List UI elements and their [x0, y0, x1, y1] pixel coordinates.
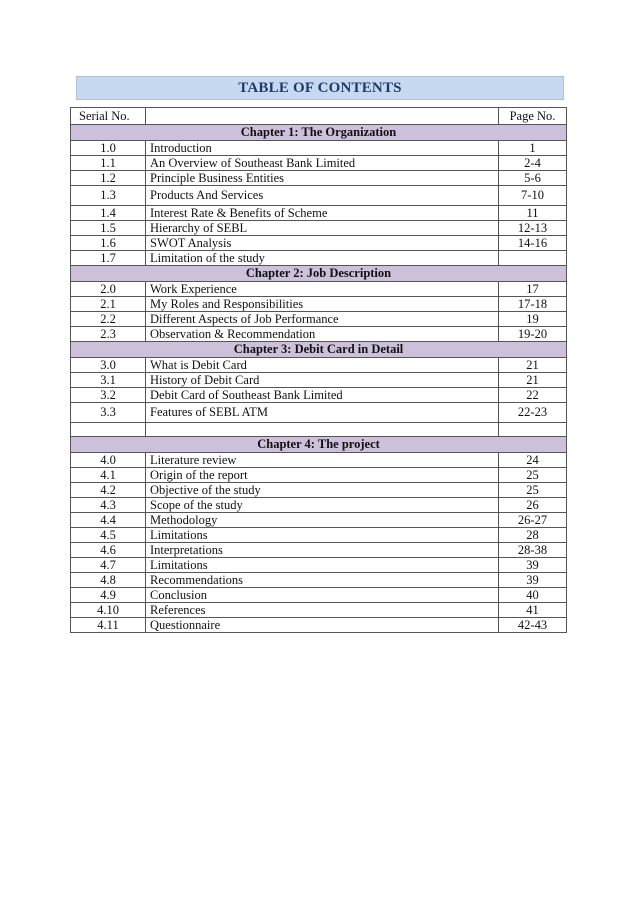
toc-row — [71, 251, 567, 266]
serial-number: 1.4 — [71, 206, 146, 221]
serial-number: 4.8 — [71, 573, 146, 588]
topic-title: Recommendations — [146, 573, 499, 588]
serial-number: 3.2 — [71, 388, 146, 403]
serial-number: 4.6 — [71, 543, 146, 558]
page-number: 22-23 — [499, 403, 567, 423]
topic-title: Hierarchy of SEBL — [146, 221, 499, 236]
serial-number: 4.2 — [71, 483, 146, 498]
page-number: 24 — [499, 453, 567, 468]
page-number: 7-10 — [499, 186, 567, 206]
serial-number: 4.10 — [71, 603, 146, 618]
chapter-heading-row — [71, 342, 567, 358]
chapter-heading: Chapter 2: Job Description — [71, 266, 567, 282]
toc-row — [71, 483, 567, 498]
spacer-cell — [71, 423, 146, 437]
topic-title: Conclusion — [146, 588, 499, 603]
chapter-heading-row — [71, 266, 567, 282]
chapter-heading: Chapter 3: Debit Card in Detail — [71, 342, 567, 358]
page-number: 40 — [499, 588, 567, 603]
toc-row — [71, 171, 567, 186]
topic-title: SWOT Analysis — [146, 236, 499, 251]
toc-row — [71, 528, 567, 543]
page-number: 2-4 — [499, 156, 567, 171]
page-number: 25 — [499, 483, 567, 498]
toc-row — [71, 282, 567, 297]
toc-table — [70, 107, 567, 633]
topic-title: Questionnaire — [146, 618, 499, 633]
toc-title: TABLE OF CONTENTS — [76, 76, 564, 100]
topic-title: An Overview of Southeast Bank Limited — [146, 156, 499, 171]
serial-number: 1.5 — [71, 221, 146, 236]
toc-row — [71, 186, 567, 206]
serial-number: 4.1 — [71, 468, 146, 483]
toc-row — [71, 221, 567, 236]
spacer-row — [71, 423, 567, 437]
toc-row — [71, 558, 567, 573]
serial-header: Serial No. — [71, 108, 146, 125]
serial-number: 4.9 — [71, 588, 146, 603]
page-number: 26-27 — [499, 513, 567, 528]
topic-title: What is Debit Card — [146, 358, 499, 373]
page-number: 11 — [499, 206, 567, 221]
toc-row — [71, 453, 567, 468]
topic-title: History of Debit Card — [146, 373, 499, 388]
topic-title: Origin of the report — [146, 468, 499, 483]
page-number: 25 — [499, 468, 567, 483]
toc-row — [71, 388, 567, 403]
page-number: 17 — [499, 282, 567, 297]
topic-title: Limitations — [146, 558, 499, 573]
page-number: 21 — [499, 373, 567, 388]
toc-row — [71, 498, 567, 513]
chapter-heading-row — [71, 125, 567, 141]
toc-row — [71, 543, 567, 558]
toc-row — [71, 403, 567, 423]
topic-title: Interest Rate & Benefits of Scheme — [146, 206, 499, 221]
serial-number: 1.0 — [71, 141, 146, 156]
topic-title: Observation & Recommendation — [146, 327, 499, 342]
serial-number: 1.3 — [71, 186, 146, 206]
page-number: 21 — [499, 358, 567, 373]
page-number: 28-38 — [499, 543, 567, 558]
topic-title: My Roles and Responsibilities — [146, 297, 499, 312]
serial-number: 2.2 — [71, 312, 146, 327]
serial-number: 3.3 — [71, 403, 146, 423]
serial-number: 2.3 — [71, 327, 146, 342]
topic-title: Work Experience — [146, 282, 499, 297]
topic-title: Features of SEBL ATM — [146, 403, 499, 423]
topic-title: Scope of the study — [146, 498, 499, 513]
topic-title: Different Aspects of Job Performance — [146, 312, 499, 327]
page-number: 19-20 — [499, 327, 567, 342]
page-number: 1 — [499, 141, 567, 156]
serial-number: 4.11 — [71, 618, 146, 633]
serial-number: 3.1 — [71, 373, 146, 388]
page-number: 39 — [499, 558, 567, 573]
chapter-heading: Chapter 4: The project — [71, 437, 567, 453]
toc-row — [71, 206, 567, 221]
spacer-cell — [146, 423, 499, 437]
toc-row — [71, 603, 567, 618]
page-number: 5-6 — [499, 171, 567, 186]
toc-body — [71, 108, 567, 633]
serial-number: 3.0 — [71, 358, 146, 373]
topic-title: Debit Card of Southeast Bank Limited — [146, 388, 499, 403]
topic-title: Limitations — [146, 528, 499, 543]
page-number: 19 — [499, 312, 567, 327]
chapter-heading: Chapter 1: The Organization — [71, 125, 567, 141]
toc-row — [71, 312, 567, 327]
toc-row — [71, 141, 567, 156]
serial-number: 2.1 — [71, 297, 146, 312]
page-number: 14-16 — [499, 236, 567, 251]
topic-title: Principle Business Entities — [146, 171, 499, 186]
topic-title: Products And Services — [146, 186, 499, 206]
page-number: 22 — [499, 388, 567, 403]
page-number: 42-43 — [499, 618, 567, 633]
serial-number: 4.5 — [71, 528, 146, 543]
topic-header — [146, 108, 499, 125]
page-number: 39 — [499, 573, 567, 588]
toc-row — [71, 236, 567, 251]
toc-row — [71, 618, 567, 633]
toc-row — [71, 588, 567, 603]
toc-row — [71, 156, 567, 171]
topic-title: Literature review — [146, 453, 499, 468]
topic-title: Objective of the study — [146, 483, 499, 498]
page-header: Page No. — [499, 108, 567, 125]
page-number: 26 — [499, 498, 567, 513]
page-number: 28 — [499, 528, 567, 543]
topic-title: Introduction — [146, 141, 499, 156]
serial-number: 1.6 — [71, 236, 146, 251]
spacer-cell — [499, 423, 567, 437]
page-number: 41 — [499, 603, 567, 618]
toc-row — [71, 468, 567, 483]
page-number: 17-18 — [499, 297, 567, 312]
serial-number: 2.0 — [71, 282, 146, 297]
serial-number: 1.7 — [71, 251, 146, 266]
toc-header-row — [71, 108, 567, 125]
chapter-heading-row — [71, 437, 567, 453]
serial-number: 4.0 — [71, 453, 146, 468]
page-number: 12-13 — [499, 221, 567, 236]
serial-number: 1.2 — [71, 171, 146, 186]
toc-row — [71, 358, 567, 373]
topic-title: Methodology — [146, 513, 499, 528]
toc-row — [71, 573, 567, 588]
topic-title: References — [146, 603, 499, 618]
page-number — [499, 251, 567, 266]
toc-row — [71, 327, 567, 342]
topic-title: Limitation of the study — [146, 251, 499, 266]
topic-title: Interpretations — [146, 543, 499, 558]
toc-row — [71, 513, 567, 528]
serial-number: 4.3 — [71, 498, 146, 513]
serial-number: 1.1 — [71, 156, 146, 171]
serial-number: 4.7 — [71, 558, 146, 573]
serial-number: 4.4 — [71, 513, 146, 528]
toc-row — [71, 373, 567, 388]
toc-row — [71, 297, 567, 312]
